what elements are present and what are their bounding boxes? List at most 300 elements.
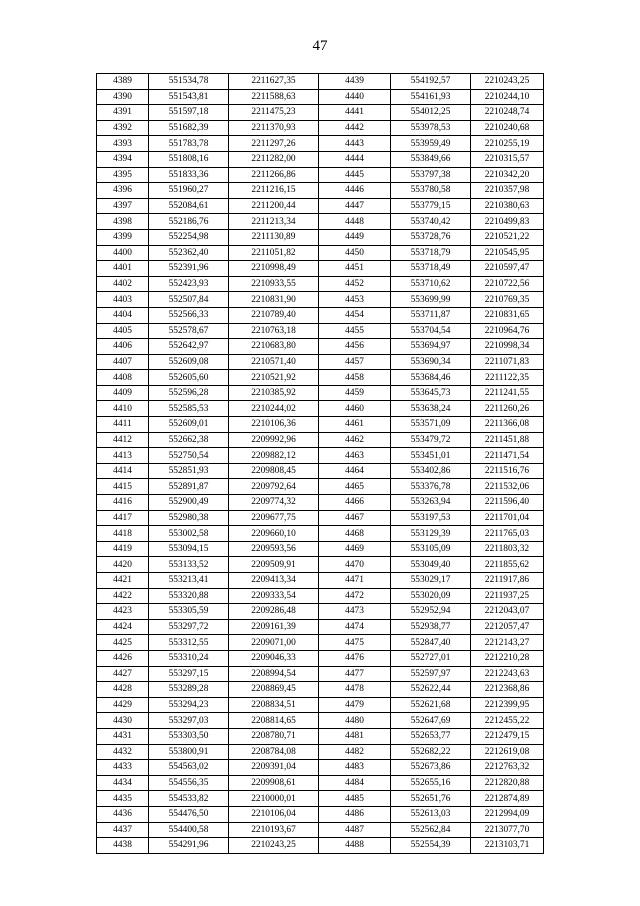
y-coordinate-cell: 2209808,45 [229,463,319,479]
table-row [97,105,544,121]
coordinates-table [96,73,544,854]
point-number-cell: 4399 [97,229,149,245]
point-number-cell: 4457 [319,354,391,370]
table-row [97,619,544,635]
point-number-cell: 4458 [319,370,391,386]
x-coordinate-cell: 552655,16 [391,775,471,791]
point-number-cell: 4396 [97,183,149,199]
x-coordinate-cell: 553312,55 [149,635,229,651]
table-row [97,697,544,713]
point-number-cell: 4484 [319,775,391,791]
x-coordinate-cell: 552597,97 [391,666,471,682]
y-coordinate-cell: 2212399,95 [471,697,544,713]
y-coordinate-cell: 2210769,35 [471,292,544,308]
y-coordinate-cell: 2209677,75 [229,510,319,526]
x-coordinate-cell: 553305,59 [149,604,229,620]
table-row [97,666,544,682]
point-number-cell: 4428 [97,682,149,698]
table-row [97,744,544,760]
point-number-cell: 4485 [319,791,391,807]
x-coordinate-cell: 553297,03 [149,713,229,729]
y-coordinate-cell: 2211701,04 [471,510,544,526]
point-number-cell: 4408 [97,370,149,386]
y-coordinate-cell: 2211917,86 [471,573,544,589]
y-coordinate-cell: 2211516,76 [471,463,544,479]
x-coordinate-cell: 552847,40 [391,635,471,651]
table-row [97,728,544,744]
point-number-cell: 4459 [319,385,391,401]
point-number-cell: 4401 [97,261,149,277]
x-coordinate-cell: 552507,84 [149,292,229,308]
y-coordinate-cell: 2211051,82 [229,245,319,261]
x-coordinate-cell: 553978,53 [391,120,471,136]
point-number-cell: 4465 [319,479,391,495]
y-coordinate-cell: 2212763,32 [471,760,544,776]
x-coordinate-cell: 552750,54 [149,448,229,464]
table-row [97,526,544,542]
table-row [97,541,544,557]
y-coordinate-cell: 2212994,09 [471,806,544,822]
point-number-cell: 4455 [319,323,391,339]
table-row [97,136,544,152]
x-coordinate-cell: 552682,22 [391,744,471,760]
point-number-cell: 4430 [97,713,149,729]
point-number-cell: 4411 [97,417,149,433]
y-coordinate-cell: 2210683,80 [229,339,319,355]
point-number-cell: 4442 [319,120,391,136]
y-coordinate-cell: 2208834,51 [229,697,319,713]
table-row [97,385,544,401]
y-coordinate-cell: 2212368,86 [471,682,544,698]
point-number-cell: 4392 [97,120,149,136]
x-coordinate-cell: 554533,82 [149,791,229,807]
table-row [97,198,544,214]
x-coordinate-cell: 552952,94 [391,604,471,620]
table-row [97,229,544,245]
y-coordinate-cell: 2209908,61 [229,775,319,791]
y-coordinate-cell: 2210244,10 [471,89,544,105]
table-row [97,151,544,167]
table-row [97,510,544,526]
x-coordinate-cell: 553718,49 [391,261,471,277]
point-number-cell: 4420 [97,557,149,573]
table-row [97,167,544,183]
x-coordinate-cell: 554291,96 [149,838,229,854]
table-row [97,573,544,589]
y-coordinate-cell: 2211266,86 [229,167,319,183]
x-coordinate-cell: 552562,84 [391,822,471,838]
y-coordinate-cell: 2210000,01 [229,791,319,807]
point-number-cell: 4398 [97,214,149,230]
point-number-cell: 4467 [319,510,391,526]
point-number-cell: 4462 [319,432,391,448]
y-coordinate-cell: 2210385,92 [229,385,319,401]
x-coordinate-cell: 551808,16 [149,151,229,167]
point-number-cell: 4402 [97,276,149,292]
x-coordinate-cell: 552651,76 [391,791,471,807]
point-number-cell: 4393 [97,136,149,152]
point-number-cell: 4437 [97,822,149,838]
x-coordinate-cell: 554161,93 [391,89,471,105]
table-row [97,760,544,776]
point-number-cell: 4447 [319,198,391,214]
point-number-cell: 4405 [97,323,149,339]
point-number-cell: 4445 [319,167,391,183]
table-row [97,838,544,854]
x-coordinate-cell: 553049,40 [391,557,471,573]
coordinates-table-body [97,74,544,854]
point-number-cell: 4425 [97,635,149,651]
y-coordinate-cell: 2211282,00 [229,151,319,167]
table-row [97,183,544,199]
y-coordinate-cell: 2209660,10 [229,526,319,542]
y-coordinate-cell: 2211130,89 [229,229,319,245]
x-coordinate-cell: 553780,58 [391,183,471,199]
point-number-cell: 4452 [319,276,391,292]
y-coordinate-cell: 2211122,35 [471,370,544,386]
point-number-cell: 4488 [319,838,391,854]
y-coordinate-cell: 2210248,74 [471,105,544,121]
x-coordinate-cell: 552727,01 [391,650,471,666]
table-row [97,713,544,729]
y-coordinate-cell: 2210571,40 [229,354,319,370]
table-row [97,292,544,308]
point-number-cell: 4436 [97,806,149,822]
x-coordinate-cell: 552673,86 [391,760,471,776]
y-coordinate-cell: 2210243,25 [471,74,544,90]
point-number-cell: 4483 [319,760,391,776]
x-coordinate-cell: 551682,39 [149,120,229,136]
y-coordinate-cell: 2210998,49 [229,261,319,277]
y-coordinate-cell: 2211803,32 [471,541,544,557]
x-coordinate-cell: 553740,42 [391,214,471,230]
table-row [97,432,544,448]
point-number-cell: 4416 [97,495,149,511]
x-coordinate-cell: 554400,58 [149,822,229,838]
y-coordinate-cell: 2213103,71 [471,838,544,854]
y-coordinate-cell: 2212243,63 [471,666,544,682]
point-number-cell: 4468 [319,526,391,542]
point-number-cell: 4433 [97,760,149,776]
x-coordinate-cell: 551534,78 [149,74,229,90]
x-coordinate-cell: 553320,88 [149,588,229,604]
y-coordinate-cell: 2209792,64 [229,479,319,495]
y-coordinate-cell: 2210499,83 [471,214,544,230]
y-coordinate-cell: 2211937,25 [471,588,544,604]
point-number-cell: 4466 [319,495,391,511]
y-coordinate-cell: 2210964,76 [471,323,544,339]
x-coordinate-cell: 552653,77 [391,728,471,744]
y-coordinate-cell: 2213077,70 [471,822,544,838]
x-coordinate-cell: 553849,66 [391,151,471,167]
x-coordinate-cell: 553779,15 [391,198,471,214]
point-number-cell: 4486 [319,806,391,822]
table-row [97,495,544,511]
x-coordinate-cell: 552362,40 [149,245,229,261]
x-coordinate-cell: 553213,41 [149,573,229,589]
point-number-cell: 4412 [97,432,149,448]
point-number-cell: 4443 [319,136,391,152]
y-coordinate-cell: 2212820,88 [471,775,544,791]
x-coordinate-cell: 552609,08 [149,354,229,370]
x-coordinate-cell: 553263,94 [391,495,471,511]
point-number-cell: 4409 [97,385,149,401]
table-row [97,370,544,386]
point-number-cell: 4479 [319,697,391,713]
y-coordinate-cell: 2211241,55 [471,385,544,401]
point-number-cell: 4482 [319,744,391,760]
x-coordinate-cell: 552621,68 [391,697,471,713]
y-coordinate-cell: 2209286,48 [229,604,319,620]
y-coordinate-cell: 2209992,96 [229,432,319,448]
x-coordinate-cell: 552647,69 [391,713,471,729]
point-number-cell: 4446 [319,183,391,199]
point-number-cell: 4426 [97,650,149,666]
point-number-cell: 4456 [319,339,391,355]
point-number-cell: 4444 [319,151,391,167]
point-number-cell: 4474 [319,619,391,635]
x-coordinate-cell: 553376,78 [391,479,471,495]
x-coordinate-cell: 553297,15 [149,666,229,682]
table-row [97,635,544,651]
y-coordinate-cell: 2211471,54 [471,448,544,464]
point-number-cell: 4414 [97,463,149,479]
x-coordinate-cell: 553571,09 [391,417,471,433]
page-number: 47 [312,38,328,54]
y-coordinate-cell: 2211370,93 [229,120,319,136]
table-row [97,339,544,355]
point-number-cell: 4472 [319,588,391,604]
x-coordinate-cell: 553645,73 [391,385,471,401]
table-row [97,775,544,791]
y-coordinate-cell: 2211627,35 [229,74,319,90]
x-coordinate-cell: 552609,01 [149,417,229,433]
table-row [97,682,544,698]
y-coordinate-cell: 2209333,54 [229,588,319,604]
table-row [97,822,544,838]
point-number-cell: 4394 [97,151,149,167]
x-coordinate-cell: 553029,17 [391,573,471,589]
x-coordinate-cell: 553303,50 [149,728,229,744]
x-coordinate-cell: 552662,38 [149,432,229,448]
y-coordinate-cell: 2211588,63 [229,89,319,105]
point-number-cell: 4435 [97,791,149,807]
point-number-cell: 4487 [319,822,391,838]
x-coordinate-cell: 552938,77 [391,619,471,635]
y-coordinate-cell: 2211765,03 [471,526,544,542]
table-row [97,323,544,339]
x-coordinate-cell: 552578,67 [149,323,229,339]
y-coordinate-cell: 2210106,04 [229,806,319,822]
y-coordinate-cell: 2210255,19 [471,136,544,152]
point-number-cell: 4440 [319,89,391,105]
y-coordinate-cell: 2210831,90 [229,292,319,308]
y-coordinate-cell: 2211855,62 [471,557,544,573]
x-coordinate-cell: 553728,76 [391,229,471,245]
table-row [97,307,544,323]
x-coordinate-cell: 553718,79 [391,245,471,261]
x-coordinate-cell: 553133,52 [149,557,229,573]
point-number-cell: 4423 [97,604,149,620]
y-coordinate-cell: 2210315,57 [471,151,544,167]
point-number-cell: 4422 [97,588,149,604]
x-coordinate-cell: 553710,62 [391,276,471,292]
x-coordinate-cell: 554476,50 [149,806,229,822]
y-coordinate-cell: 2210243,25 [229,838,319,854]
x-coordinate-cell: 552596,28 [149,385,229,401]
x-coordinate-cell: 551597,18 [149,105,229,121]
y-coordinate-cell: 2211216,15 [229,183,319,199]
point-number-cell: 4427 [97,666,149,682]
x-coordinate-cell: 553690,34 [391,354,471,370]
x-coordinate-cell: 553797,38 [391,167,471,183]
x-coordinate-cell: 552585,53 [149,401,229,417]
y-coordinate-cell: 2208814,65 [229,713,319,729]
y-coordinate-cell: 2212619,08 [471,744,544,760]
point-number-cell: 4460 [319,401,391,417]
point-number-cell: 4418 [97,526,149,542]
table-row [97,401,544,417]
x-coordinate-cell: 552186,76 [149,214,229,230]
x-coordinate-cell: 553959,49 [391,136,471,152]
y-coordinate-cell: 2211200,44 [229,198,319,214]
point-number-cell: 4434 [97,775,149,791]
y-coordinate-cell: 2209882,12 [229,448,319,464]
y-coordinate-cell: 2209161,39 [229,619,319,635]
point-number-cell: 4473 [319,604,391,620]
x-coordinate-cell: 554563,02 [149,760,229,776]
x-coordinate-cell: 553704,54 [391,323,471,339]
x-coordinate-cell: 553684,46 [391,370,471,386]
y-coordinate-cell: 2211071,83 [471,354,544,370]
point-number-cell: 4413 [97,448,149,464]
x-coordinate-cell: 553451,01 [391,448,471,464]
x-coordinate-cell: 552900,49 [149,495,229,511]
point-number-cell: 4461 [319,417,391,433]
x-coordinate-cell: 552980,38 [149,510,229,526]
table-row [97,276,544,292]
point-number-cell: 4475 [319,635,391,651]
table-row [97,89,544,105]
point-number-cell: 4470 [319,557,391,573]
table-row [97,214,544,230]
point-number-cell: 4478 [319,682,391,698]
y-coordinate-cell: 2210597,47 [471,261,544,277]
x-coordinate-cell: 552642,97 [149,339,229,355]
x-coordinate-cell: 552554,39 [391,838,471,854]
point-number-cell: 4390 [97,89,149,105]
y-coordinate-cell: 2208784,08 [229,744,319,760]
x-coordinate-cell: 553699,99 [391,292,471,308]
y-coordinate-cell: 2209413,34 [229,573,319,589]
point-number-cell: 4450 [319,245,391,261]
y-coordinate-cell: 2210789,40 [229,307,319,323]
y-coordinate-cell: 2210357,98 [471,183,544,199]
point-number-cell: 4471 [319,573,391,589]
y-coordinate-cell: 2212210,28 [471,650,544,666]
x-coordinate-cell: 551543,81 [149,89,229,105]
table-row [97,557,544,573]
point-number-cell: 4469 [319,541,391,557]
x-coordinate-cell: 553289,28 [149,682,229,698]
y-coordinate-cell: 2212043,07 [471,604,544,620]
point-number-cell: 4395 [97,167,149,183]
table-row [97,806,544,822]
y-coordinate-cell: 2210342,20 [471,167,544,183]
point-number-cell: 4439 [319,74,391,90]
x-coordinate-cell: 552254,98 [149,229,229,245]
y-coordinate-cell: 2211366,08 [471,417,544,433]
x-coordinate-cell: 554192,57 [391,74,471,90]
point-number-cell: 4419 [97,541,149,557]
point-number-cell: 4448 [319,214,391,230]
x-coordinate-cell: 553094,15 [149,541,229,557]
point-number-cell: 4451 [319,261,391,277]
y-coordinate-cell: 2212874,89 [471,791,544,807]
x-coordinate-cell: 552391,96 [149,261,229,277]
point-number-cell: 4415 [97,479,149,495]
point-number-cell: 4481 [319,728,391,744]
y-coordinate-cell: 2211213,34 [229,214,319,230]
point-number-cell: 4400 [97,245,149,261]
y-coordinate-cell: 2210240,68 [471,120,544,136]
y-coordinate-cell: 2208780,71 [229,728,319,744]
point-number-cell: 4463 [319,448,391,464]
y-coordinate-cell: 2209071,00 [229,635,319,651]
point-number-cell: 4429 [97,697,149,713]
y-coordinate-cell: 2209509,91 [229,557,319,573]
table-row [97,650,544,666]
y-coordinate-cell: 2208994,54 [229,666,319,682]
x-coordinate-cell: 552084,61 [149,198,229,214]
table-row [97,354,544,370]
y-coordinate-cell: 2210998,34 [471,339,544,355]
y-coordinate-cell: 2211596,40 [471,495,544,511]
point-number-cell: 4421 [97,573,149,589]
point-number-cell: 4476 [319,650,391,666]
x-coordinate-cell: 551960,27 [149,183,229,199]
x-coordinate-cell: 553129,39 [391,526,471,542]
x-coordinate-cell: 552891,87 [149,479,229,495]
table-row [97,463,544,479]
y-coordinate-cell: 2210933,55 [229,276,319,292]
table-row [97,417,544,433]
y-coordinate-cell: 2208869,45 [229,682,319,698]
table-row [97,245,544,261]
table-row [97,479,544,495]
y-coordinate-cell: 2210521,92 [229,370,319,386]
y-coordinate-cell: 2209046,33 [229,650,319,666]
table-row [97,588,544,604]
y-coordinate-cell: 2210521,22 [471,229,544,245]
x-coordinate-cell: 554556,35 [149,775,229,791]
table-row [97,74,544,90]
point-number-cell: 4477 [319,666,391,682]
point-number-cell: 4424 [97,619,149,635]
x-coordinate-cell: 553402,86 [391,463,471,479]
y-coordinate-cell: 2212143,27 [471,635,544,651]
x-coordinate-cell: 552851,93 [149,463,229,479]
x-coordinate-cell: 553638,24 [391,401,471,417]
x-coordinate-cell: 553694,97 [391,339,471,355]
point-number-cell: 4464 [319,463,391,479]
y-coordinate-cell: 2210193,67 [229,822,319,838]
x-coordinate-cell: 553310,24 [149,650,229,666]
point-number-cell: 4480 [319,713,391,729]
table-row [97,120,544,136]
x-coordinate-cell: 553197,53 [391,510,471,526]
point-number-cell: 4453 [319,292,391,308]
